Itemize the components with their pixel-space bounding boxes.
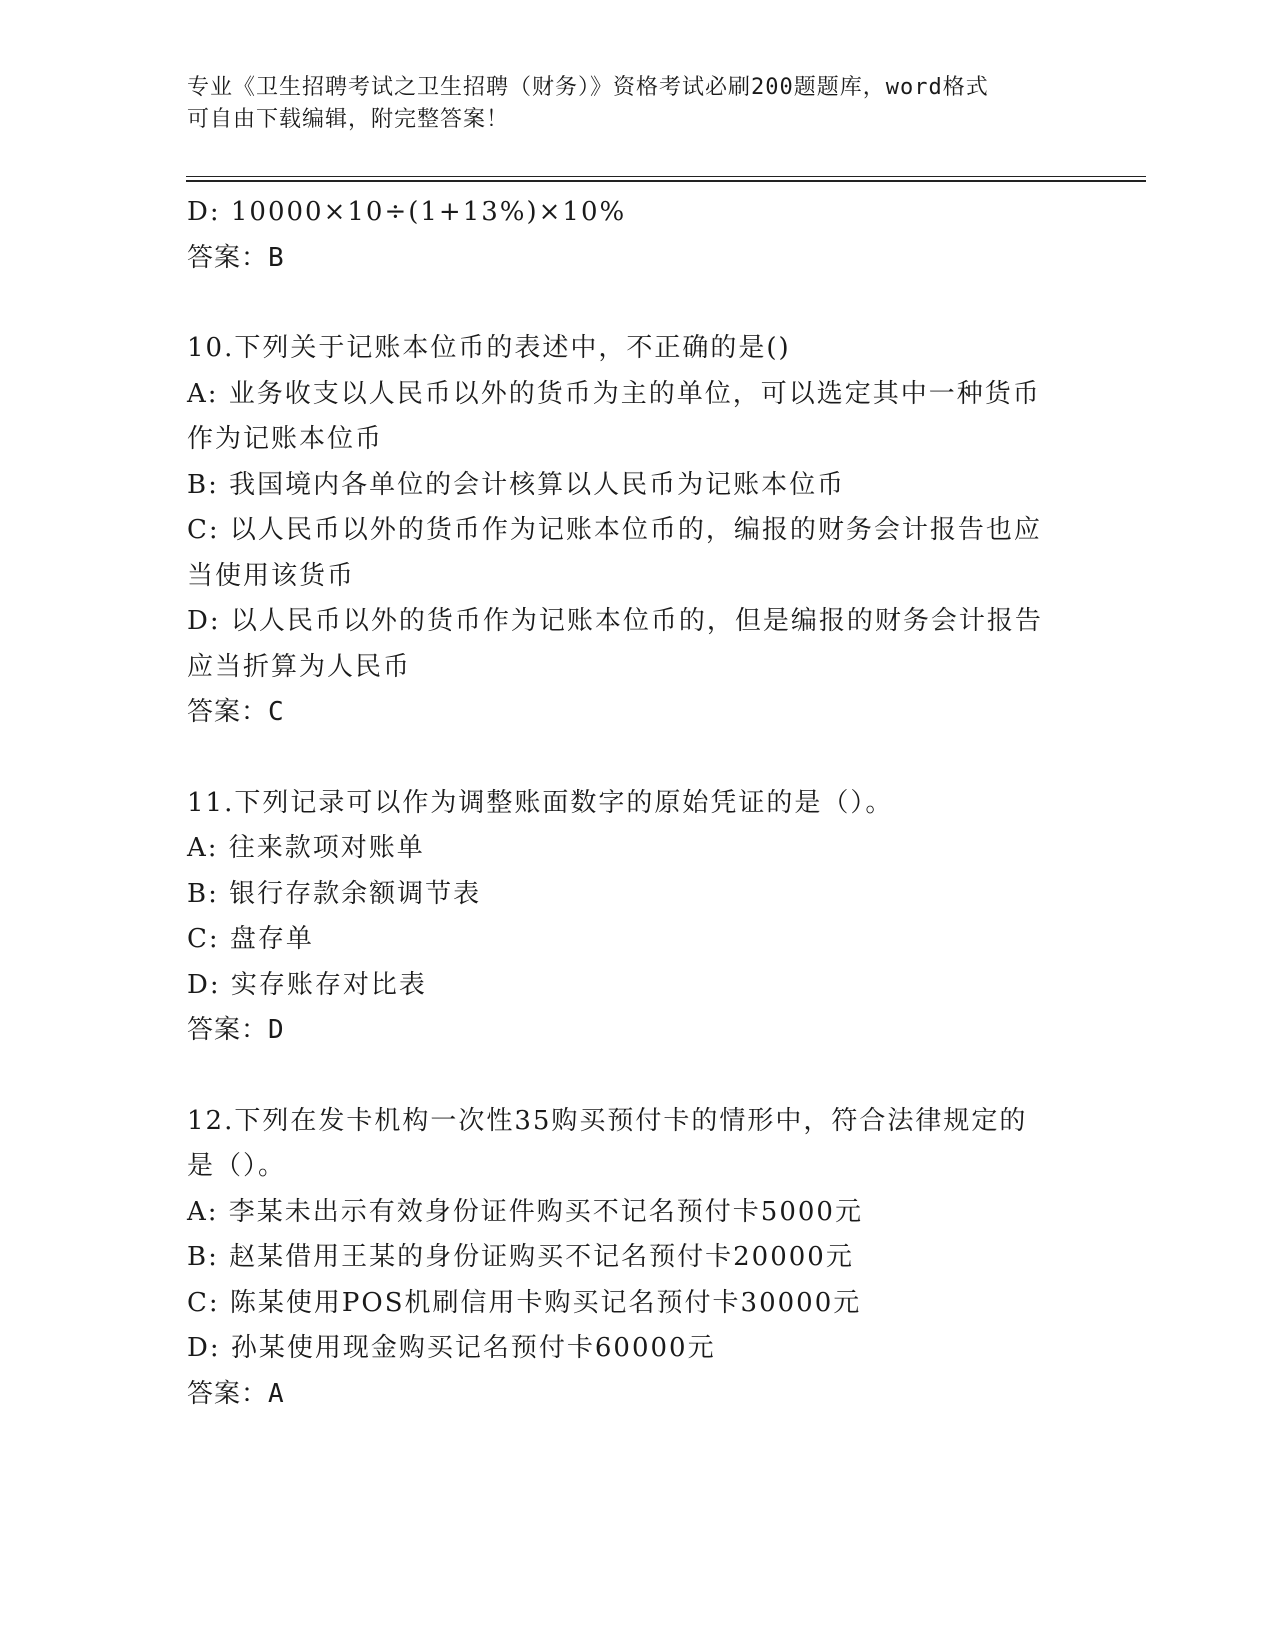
option-c-continued: 当使用该货币	[187, 560, 356, 591]
option-b: B: 我国境内各单位的会计核算以人民币为记账本位币	[187, 469, 846, 500]
question-stem: 10.下列关于记账本位币的表述中，不正确的是()	[187, 333, 791, 363]
option-a-continued: 作为记账本位币	[187, 424, 384, 454]
option-a: A: 李某未出示有效身份证件购买不记名预付卡5000元	[187, 1196, 863, 1227]
option-b: B: 赵某借用王某的身份证购买不记名预付卡20000元	[187, 1242, 854, 1272]
question-stem-continued: 是（）。	[187, 1151, 287, 1181]
header-divider-thin	[186, 176, 1146, 177]
answer-line: 答案：D	[187, 1015, 285, 1045]
option-c: C: 以人民币以外的货币作为记账本位币的，编报的财务会计报告也应	[187, 515, 1042, 545]
option-d: D: 以人民币以外的货币作为记账本位币的，但是编报的财务会计报告	[187, 606, 1043, 636]
option-c: C: 盘存单	[187, 924, 314, 954]
question-content	[187, 190, 1087, 1417]
question-10	[187, 326, 1087, 736]
option-d: D: 10000×10÷(1+13%)×10%	[187, 197, 627, 227]
document-header	[187, 72, 1067, 136]
option-c: C: 陈某使用POS机刷信用卡购买记名预付卡30000元	[187, 1287, 862, 1318]
option-a: A: 业务收支以人民币以外的货币为主的单位，可以选定其中一种货币	[187, 378, 1041, 409]
option-d: D: 实存账存对比表	[187, 969, 427, 1000]
question-stem: 12.下列在发卡机构一次性35购买预付卡的情形中，符合法律规定的	[187, 1105, 1028, 1136]
question-12	[187, 1099, 1087, 1418]
answer-line: 答案：A	[187, 1378, 285, 1409]
answer-line: 答案：C	[187, 697, 285, 727]
option-a: A: 往来款项对账单	[187, 833, 425, 863]
question-11	[187, 781, 1087, 1054]
option-d: D: 孙某使用现金购买记名预付卡60000元	[187, 1333, 716, 1363]
answer-line: 答案：B	[187, 242, 285, 273]
question-stem: 11.下列记录可以作为调整账面数字的原始凭证的是（）。	[187, 787, 894, 818]
header-line-1: 专业《卫生招聘考试之卫生招聘（财务）》资格考试必刷200题题库，word格式	[187, 75, 989, 100]
header-line-2: 可自由下载编辑，附完整答案！	[187, 107, 510, 132]
header-divider-thick	[186, 180, 1146, 182]
option-b: B: 银行存款余额调节表	[187, 878, 482, 909]
option-d-continued: 应当折算为人民币	[187, 651, 412, 682]
previous-question-tail	[187, 190, 1087, 281]
